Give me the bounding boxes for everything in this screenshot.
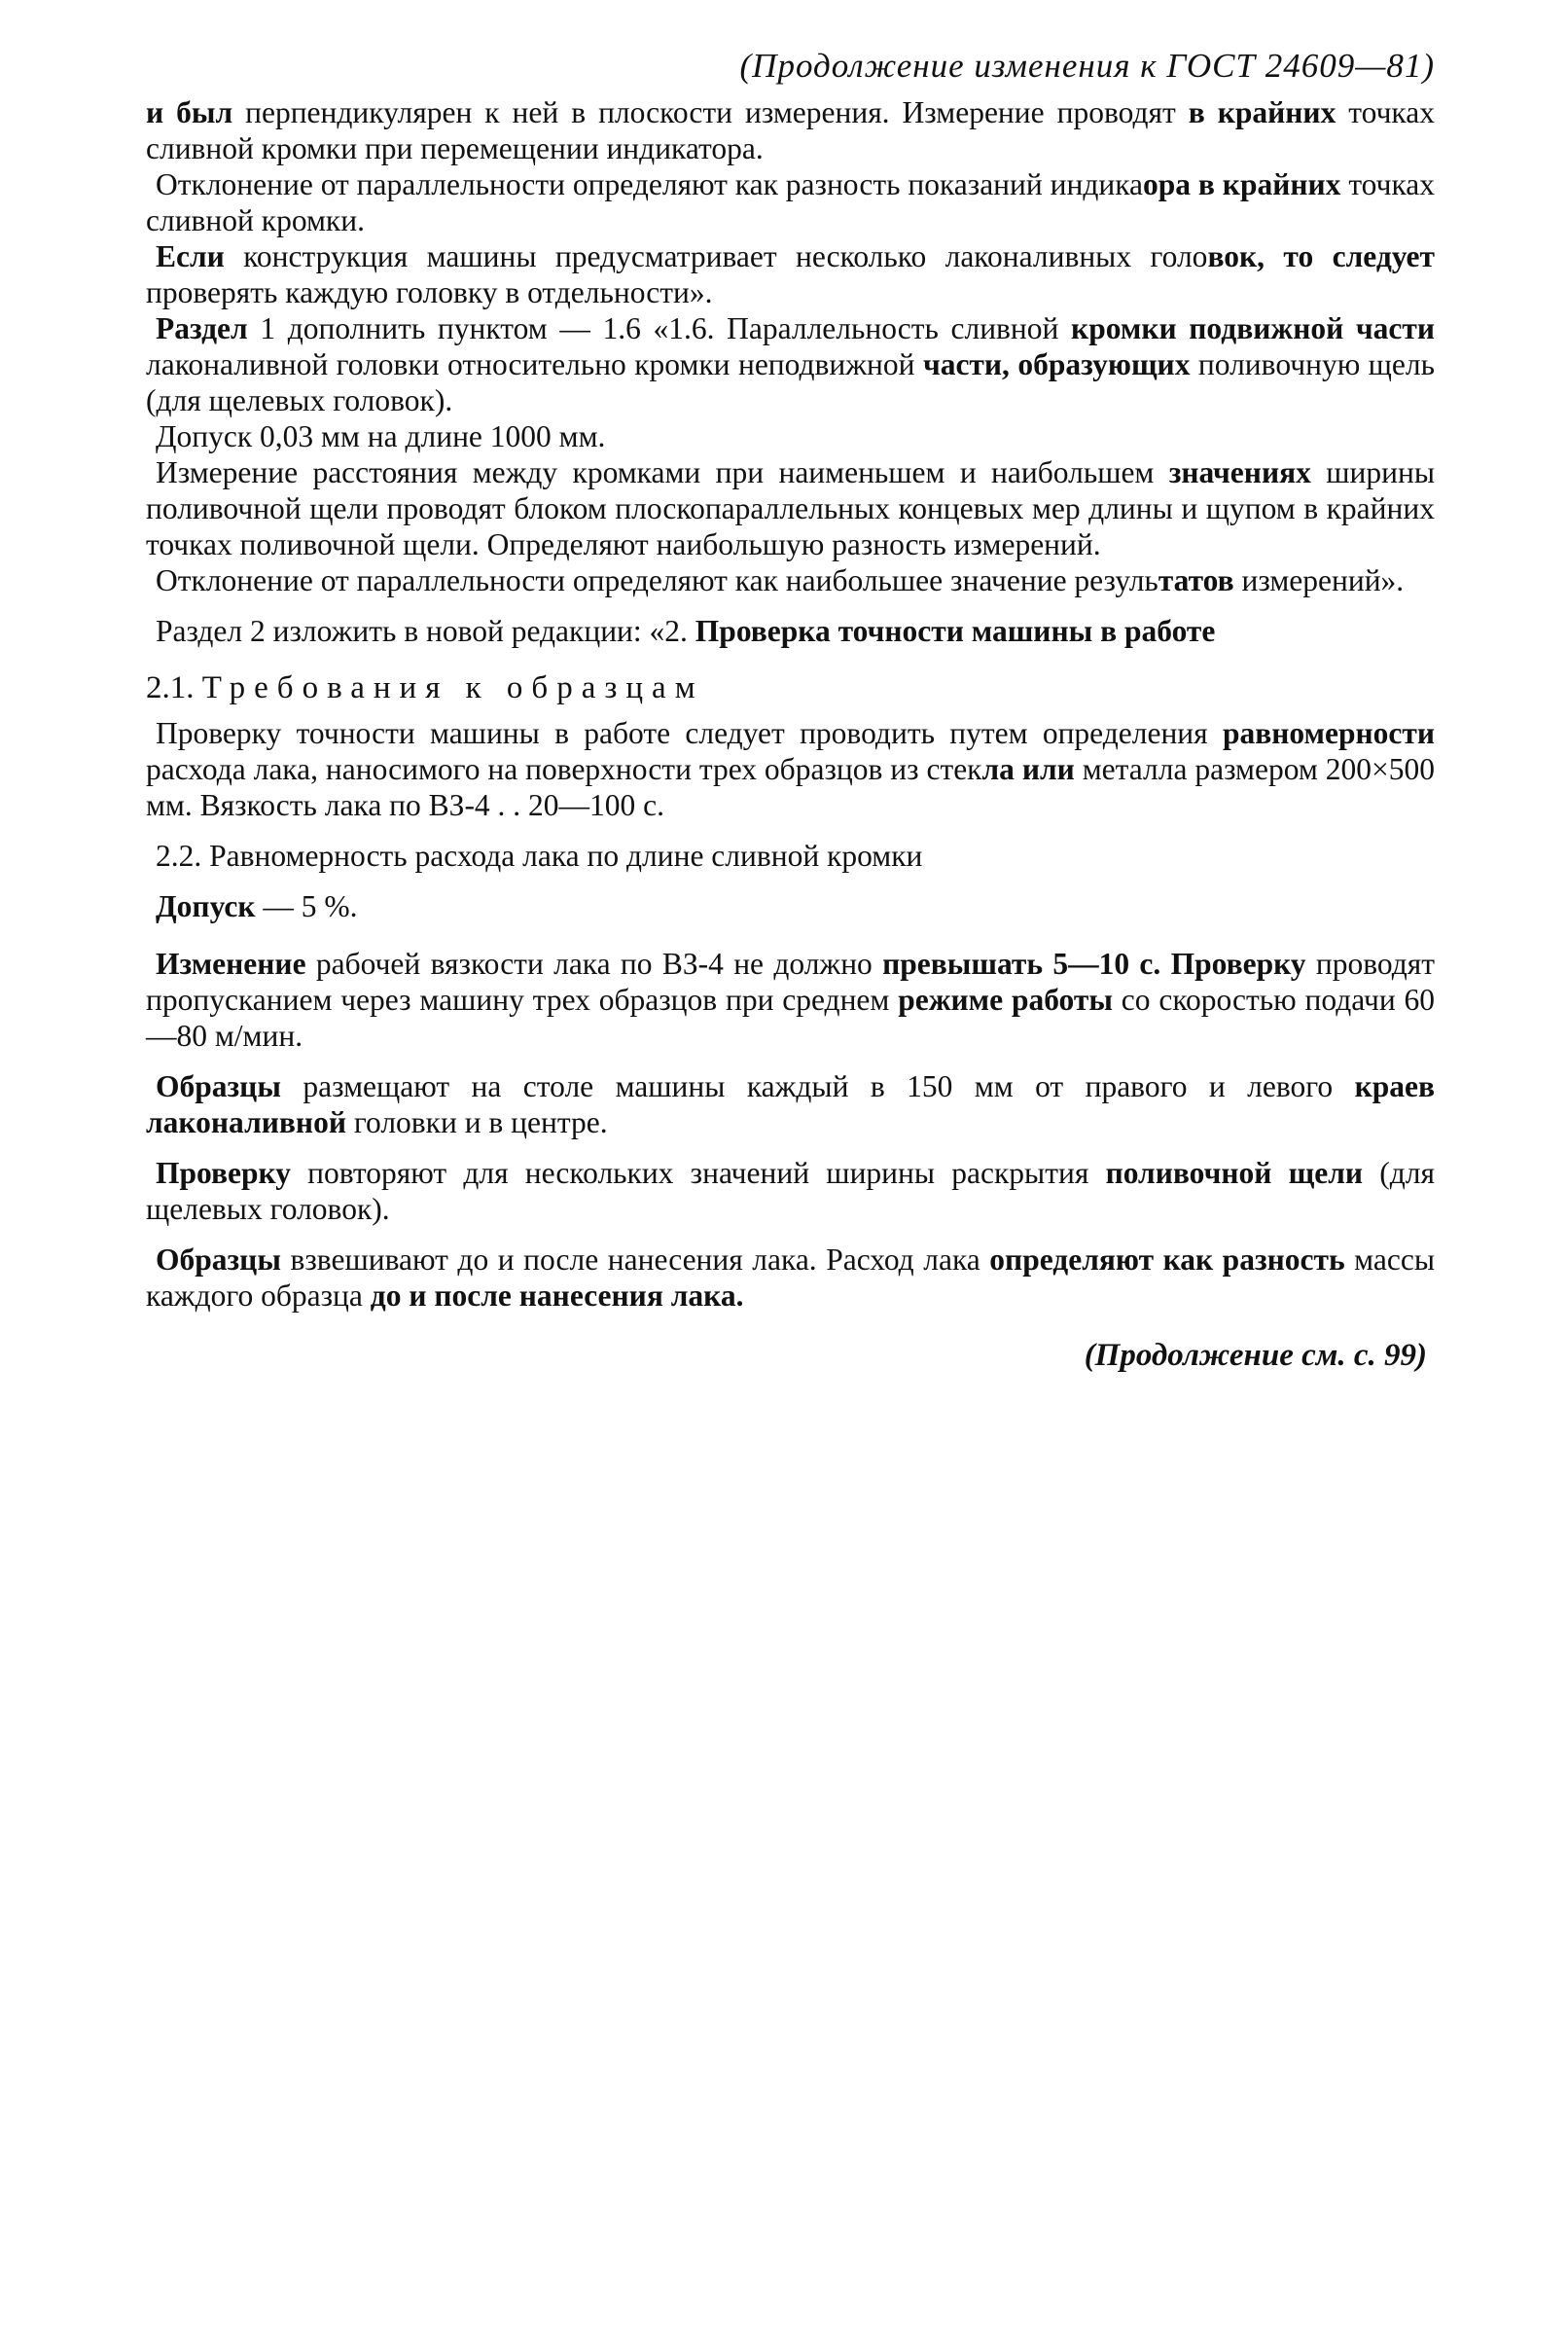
document-page (146, 44, 1435, 1376)
paragraph-repeat-check: Проверку повторяют для нескольких значений ширины раскрытия поливочной щели (для щелевых головок). (146, 1156, 1436, 1226)
paragraph-section-2-new-edition: Раздел 2 изложить в новой редакции: «2. Проверка точности машины в работе (156, 614, 1216, 648)
paragraph-2-2-uniformity: 2.2. Равномерность расхода лака по длине сливной кромки (156, 839, 923, 873)
paragraph-tolerance-003: Допуск 0,03 мм на длине 1000 мм. (156, 419, 606, 453)
paragraph-tolerance-5: Допуск — 5 %. (156, 889, 358, 923)
paragraph-accuracy-check: Проверку точности машины в работе следует проводить путем определения равномерности расхода лака, наносимого на поверхности трех образцов из стекла или металла размером 200×500 мм. Вязкость лака по ВЗ-4 . . 20—100 с. (146, 716, 1435, 822)
paragraph-deviation: Отклонение от параллельности определяют как разность показаний индикаора в крайних точках сливной кромки. (146, 167, 1435, 237)
paragraph-viscosity-change: Изменение рабочей вязкости лака по ВЗ-4 не должно превышать 5—10 с. Проверку проводят пропусканием через машину трех образцов при среднем режиме работы со скоростью подачи 60—80 м/мин. (146, 947, 1436, 1053)
paragraph-distance-measurement: Измерение расстояния между кромками при наименьшем и наибольшем значениях ширины поливочной щели проводят блоком плоскопараллельных концевых мер длины и щупом в крайних точках поливочной щели. Определяют наибольшую разность измерений. (146, 455, 1435, 561)
paragraph-several-heads: Если конструкция машины предусматривает несколько лаконаливных головок, то следует проверять каждую головку в отдельности». (146, 239, 1435, 309)
paragraph-section-1-addition: Раздел 1 дополнить пунктом — 1.6 «1.6. Параллельность сливной кромки подвижной части лаконаливной головки относительно кромки неподвижной части, образующих поливочную щель (для щелевых головок). (146, 311, 1435, 417)
running-header: (Продолжение изменения к ГОСТ 24609—81) (739, 47, 1435, 85)
subsection-heading-2-1: 2.1. Требования к образцам (146, 670, 704, 705)
paragraph-samples-placement: Образцы размещают на столе машины каждый в 150 мм от правого и левого краев лаконаливной головки и в центре. (146, 1069, 1435, 1139)
continuation-note: (Продолжение см. с. 99) (1084, 1338, 1427, 1373)
paragraph-weighing: Образцы взвешивают до и после нанесения лака. Расход лака определяют как разность массы каждого образца до и после нанесения лака. (146, 1243, 1435, 1313)
paragraph-max-deviation: Отклонение от параллельности определяют как наибольшее значение результатов измерений». (156, 563, 1405, 597)
paragraph-perpendicular: и был перпендикулярен к ней в плоскости измерения. Измерение проводят в крайних точках сливной кромки при перемещении индикатора. (146, 95, 1435, 165)
